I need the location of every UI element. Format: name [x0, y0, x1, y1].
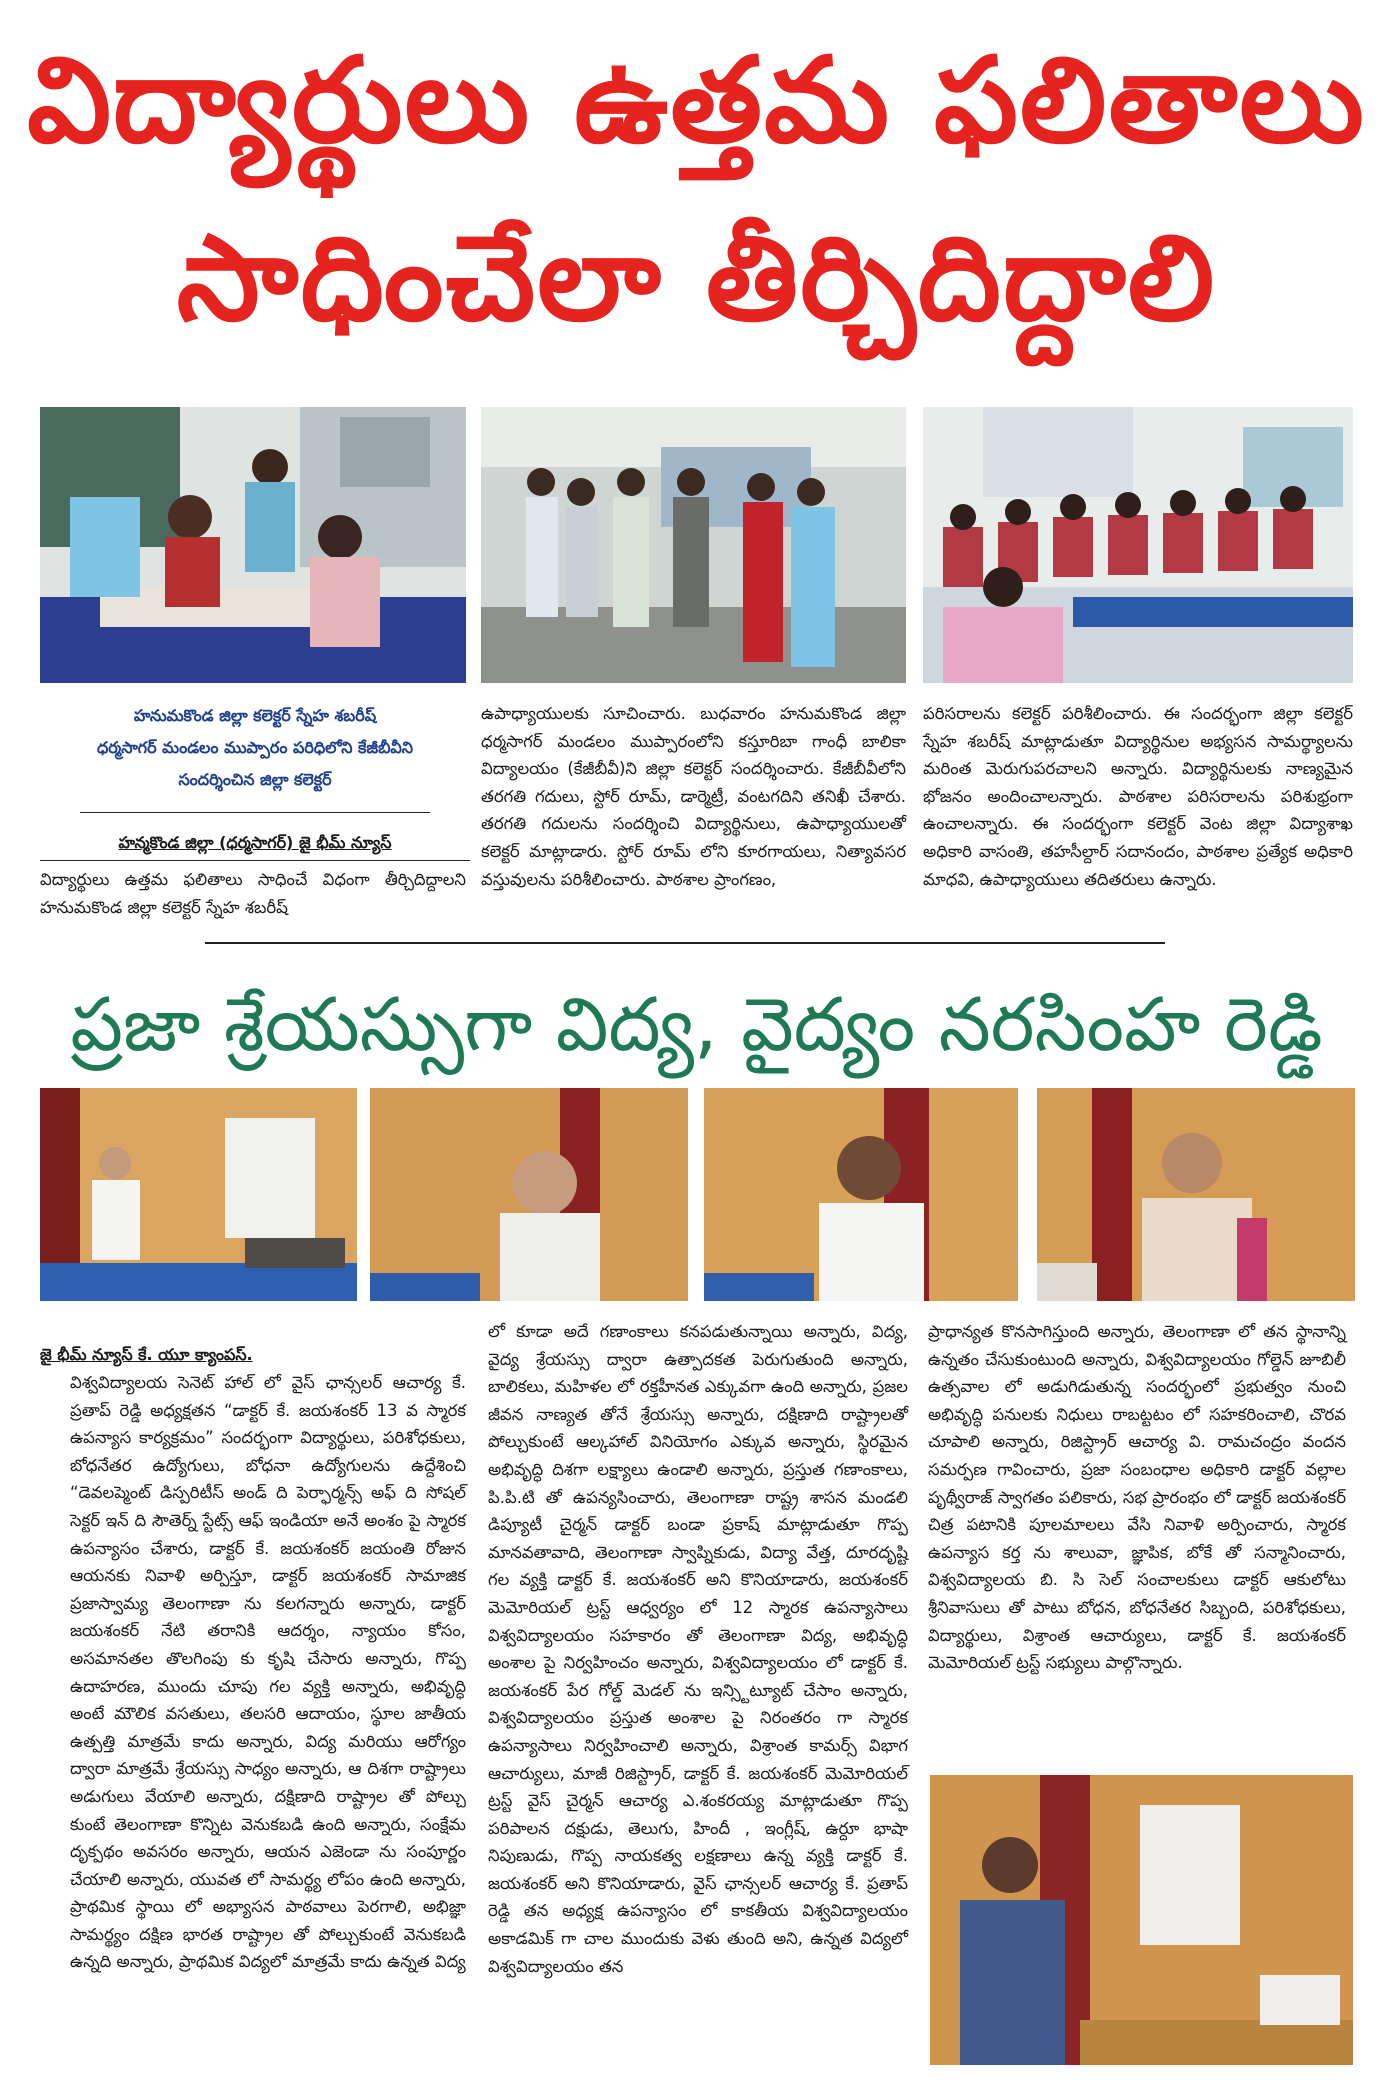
photo-podium-speaker — [930, 1775, 1353, 2065]
story2-column-2: లో కూడా అదే గణాంకాలు కనపడుతున్నాయి అన్నారు, విద్య, వైద్య శ్రేయస్సు ద్వారా ఉత్పాదకత పెరుగుతుంది అన్నారు, బాలికలు, మహిళల లో రక్తహీనత ఎక్కువగా ఉంది అన్నారు, ప్రజల జీవన నాణ్యత తోనే శ్రేయస్సు అన్నారు, దక్షిణాది రాష్ట్రాలతో పోల్చుకుంటే ఆల్కహాల్ వినియోగం ఎక్కువ అన్నారు, స్థిరమైన అభివృద్ధి దిశగా లక్ష్యాలు ఉండాలి అన్నారు, ప్రస్తుత గణాంకాలు, పి.పి.టి తో ఉపన్యసించారు, తెలంగాణా రాష్ట్ర శాసన మండలి డిప్యూటీ చైర్మన్ డాక్టర్ బండా ప్రకాష్ మాట్లాడుతూ గొప్ప మానవతావాది, తెలంగాణా స్వాప్నికుడు, విద్యా వేత్త, దూరదృష్టి గల వ్యక్తి డాక్టర్ కే. జయశంకర్ అని కొనియాడారు, జయశంకర్ మెమోరియల్ ట్రస్ట్ ఆధ్వర్యం లో 12 స్మారక ఉపన్యాసాలు విశ్వవిద్యాలయం సహకారం తో తెలంగాణా విద్య, అభివృద్ధి అంశాల పై నిర్వహించం అన్నారు, విశ్వవిద్యాలయం లో డాక్టర్ కే. జయశంకర్ పేర గోల్డ్ మెడల్ ను ఇన్స్టిట్యూట్ చేసాం అన్నారు, విశ్వవిద్యాలయం ప్రస్తుత అంశాల పై నిరంతరం గా స్మారక ఉపన్యాసాలు నిర్వహించాలి అన్నారు, విశ్రాంత కామర్స్ విభాగ ఆచార్యులు, మాజీ రిజిస్ట్రార్, డాక్టర్ కే. జయశంకర్ మెమోరియల్ ట్రస్ట్ వైస్ చైర్మన్ ఆచార్య ఎ.శంకరయ్య మాట్లాడుతూ గొప్ప పరిపాలన దక్షుడు, తెలుగు, హిందీ , ఇంగ్లీష్, ఉర్దూ భాషా నిపుణుడు, గొప్ప నాయకత్వ లక్షణాలు ఉన్న వ్యక్తి డాక్టర్ కే. జయశంకర్ అని కొనియాడారు, వైస్ ఛాన్సలర్ ఆచార్య కే. ప్రతాప్ రెడ్డి తన అధ్యక్ష ఉపన్యాసం లో కాకతీయ విశ్వవిద్యాలయం అకాడమిక్ గా చాల ముందుకు వెళు తుంది అని, ఉన్నత విద్యలో విశ్వవిద్యాలయం తన — [488, 1322, 908, 1976]
headline-line-1: విద్యార్థులు ఉత్తమ ఫలితాలు — [27, 31, 1366, 169]
photo-speaker-1 — [40, 1088, 357, 1301]
story2-dateline: జై భీమ్ న్యూస్ కే. యూ క్యాంపస్. — [40, 1345, 253, 1364]
photo-speaker-4 — [1037, 1088, 1355, 1301]
photo-speaker-2 — [370, 1088, 688, 1301]
photo-classroom — [923, 407, 1353, 683]
headline-line-2: సాధించేలా తీర్చిదిద్దాలి — [176, 209, 1217, 347]
section-divider — [205, 942, 1165, 944]
story2-column-1: విశ్వవిద్యాలయ సెనెట్ హాల్ లో వైస్ ఛాన్సలర్ ఆచార్య కే. ప్రతాప్ రెడ్డి అధ్యక్షతన “డాక్టర్ కే. జయశంకర్ 13 వ స్మారక ఉపన్యాస కార్యక్రమం” సందర్భంగా విద్యార్థులు, పరిశోధకులు, బోధనేతర ఉద్యోగులు, బోధనా ఉద్యోగులను ఉద్దేశించి “డెవలప్మెంట్ డిస్పరిటీస్ అండ్ ది పెర్ఫార్మన్స్ అఫ్ ది సోషల్ సెక్టర్ ఇన్ ది సౌతెర్న్ స్టేట్స్ ఆఫ్ ఇండియా అనే అంశం పై స్మారక ఉపన్యాసం చేశారు, డాక్టర్ కే. జయశంకర్ జయంతి రోజున ఆయనకు నివాళి అర్పిస్తూ, డాక్టర్ జయశంకర్ సామాజిక ప్రజాస్వామ్య తెలంగాణా ను కలగన్నారు అన్నారు, డాక్టర్ జయశంకర్ నేటి తరానికి ఆదర్శం, న్యాయం కోసం, అసమానతల తొలగింపు కు కృషి చేసారు అన్నారు, గొప్ప ఉదాహరణ, ముందు చూపు గల వ్యక్తి అన్నారు, అభివృద్ధి అంటే మౌలిక వసతులు, తలసరి ఆదాయం, స్థూల జాతీయ ఉత్పత్తి మాత్రమే కాదు అన్నారు, విద్య మరియు ఆరోగ్యం ద్వారా మాత్రమే శ్రేయస్సు సాధ్యం అన్నారు, ఆ దిశగా రాష్ట్రాలు అడుగులు వేయాలి అన్నారు, దక్షిణాది రాష్ట్రాల తో పోల్చు కుంటే తెలంగాణా కొన్నిట వెనుకబడి ఉంది అన్నారు, సంక్షేమ దృక్పథం అవసరం అన్నారు, ఆయన ఎజెండా ను సంపూర్ణం చేయాలి అన్నారు, యువత లో సామర్థ్య లోపం ఉంది అన్నారు, ప్రాథమిక స్థాయి లో అభ్యాసన పాఠవాలు పెరగాలి, అభిజ్ఞా సామర్థ్యం దక్షిణ భారత రాష్ట్రాల తో పోల్చుకుంటే వెనుకబడి ఉన్నది అన్నారు, ప్రాథమిక విద్యలో మాత్రమే కాదు ఉన్నత విద్య — [70, 1373, 466, 1972]
story1-column-1: విద్యార్థులు ఉత్తమ ఫలితాలు సాధించే విధంగా తీర్చిదిద్దాలని హనుమకొండ జిల్లా కలెక్టర్ స్నేహ శబరీష్ — [40, 870, 466, 917]
caption-line: హనుమకొండ జిల్లా కలెక్టర్ స్నేహ శబరీష్ — [133, 706, 377, 725]
photo-speaker-3 — [704, 1088, 1018, 1301]
caption-divider — [80, 812, 430, 813]
caption-line: ధర్మసాగర్ మండలం ముప్పారం పరిధిలోని కేజీబీవీని — [96, 738, 414, 757]
story1-dateline: హన్మకొండ జిల్లా (ధర్మసాగర్) జై భీమ్ న్యూస్ — [118, 833, 392, 852]
photo-caption — [40, 700, 470, 796]
photo-collector-desk — [40, 407, 466, 683]
story1-column-2: ఉపాధ్యాయులకు సూచించారు. బుధవారం హనుమకొండ జిల్లా ధర్మసాగర్ మండలం ముప్పారంలోని కస్తూరిబా గాంధీ బాలికా విద్యాలయం (కేజీబీవీ)ని జిల్లా కలెక్టర్ సందర్శించారు. కేజీబీవీలోని తరగతి గదులు, స్టోర్ రూమ్, డార్మెట్రీ, వంటగదిని తనిఖీ చేశారు. తరగతి గదులను సందర్శించి విద్యార్థినులు, ఉపాధ్యాయులతో కలెక్టర్ మాట్లాడారు. స్టోర్ రూమ్ లోని కూరగాయలు, నిత్యావసర వస్తువులను పరిశీలించారు. పాఠశాల ప్రాంగణం, — [481, 704, 906, 889]
caption-line: సందర్శించిన జిల్లా కలెక్టర్ — [178, 770, 332, 789]
story2-column-3: ప్రాధాన్యత కొనసాగిస్తుంది అన్నారు, తెలంగాణా లో తన స్థానాన్ని ఉన్నతం చేసుకుంటుంది అన్నారు, విశ్వవిద్యాలయం గోల్డెన్ జూబిలీ ఉత్సవాల లో అడుగిడుతున్న సందర్భంలో ప్రభుత్వం నుంచి అభివృద్ధి పనులకు నిధులు రాబట్టటం లో సహకరించాలి, చొరవ చూపాలి అన్నారు, రిజిస్ట్రార్ ఆచార్య వి. రామచంద్రం వందన సమర్పణ గావించారు, ప్రజా సంబంధాల అధికారి డాక్టర్ వల్లాల పృథ్వీరాజ్ స్వాగతం పలికారు, సభ ప్రారంభం లో డాక్టర్ జయశంకర్ చిత్ర పటానికి పూలమాలలు వేసి నివాళి అర్పించారు, స్మారక ఉపన్యాస కర్త ను శాలువా, జ్ఞాపిక, బోకే తో సన్మానించారు, విశ్వవిద్యాలయ బి. సి సెల్ సంచాలకులు డాక్టర్ ఆకులోటు శ్రీనివాసులు తో పాటు బోధన, బోధనేతర సిబ్బంది, పరిశోధకులు, విద్యార్థులు, విశ్రాంత ఆచార్యులు, డాక్టర్ కే. జయశంకర్ మెమోరియల్ ట్రస్ట్ సభ్యులు పాల్గొన్నారు. — [928, 1322, 1346, 1673]
dateline-divider — [40, 860, 470, 861]
story1-column-3: పరిసరాలను కలెక్టర్ పరిశీలించారు. ఈ సందర్భంగా జిల్లా కలెక్టర్ స్నేహ శబరీష్ మాట్లాడుతూ విద్యార్థినుల అభ్యసన సామర్థ్యాలను మరింత మెరుగుపరచాలని అన్నారు. విద్యార్థినులకు నాణ్యమైన భోజనం అందించాలన్నారు. పాఠశాల పరిసరాలను పరిశుభ్రంగా ఉంచాలన్నారు. ఈ సందర్భంగా కలెక్టర్ వెంట జిల్లా విద్యాశాఖ అధికారి వాసంతి, తహసీల్దార్ సదానందం, పాఠశాల ప్రత్యేక అధికారి మాధవి, ఉపాధ్యాయులు తదితరులు ఉన్నారు. — [923, 704, 1353, 889]
photo-collector-team — [481, 407, 906, 683]
headline-2: ప్రజా శ్రేయస్సుగా విద్య, వైద్యం నరసింహ రెడ్డి — [70, 982, 1323, 1068]
